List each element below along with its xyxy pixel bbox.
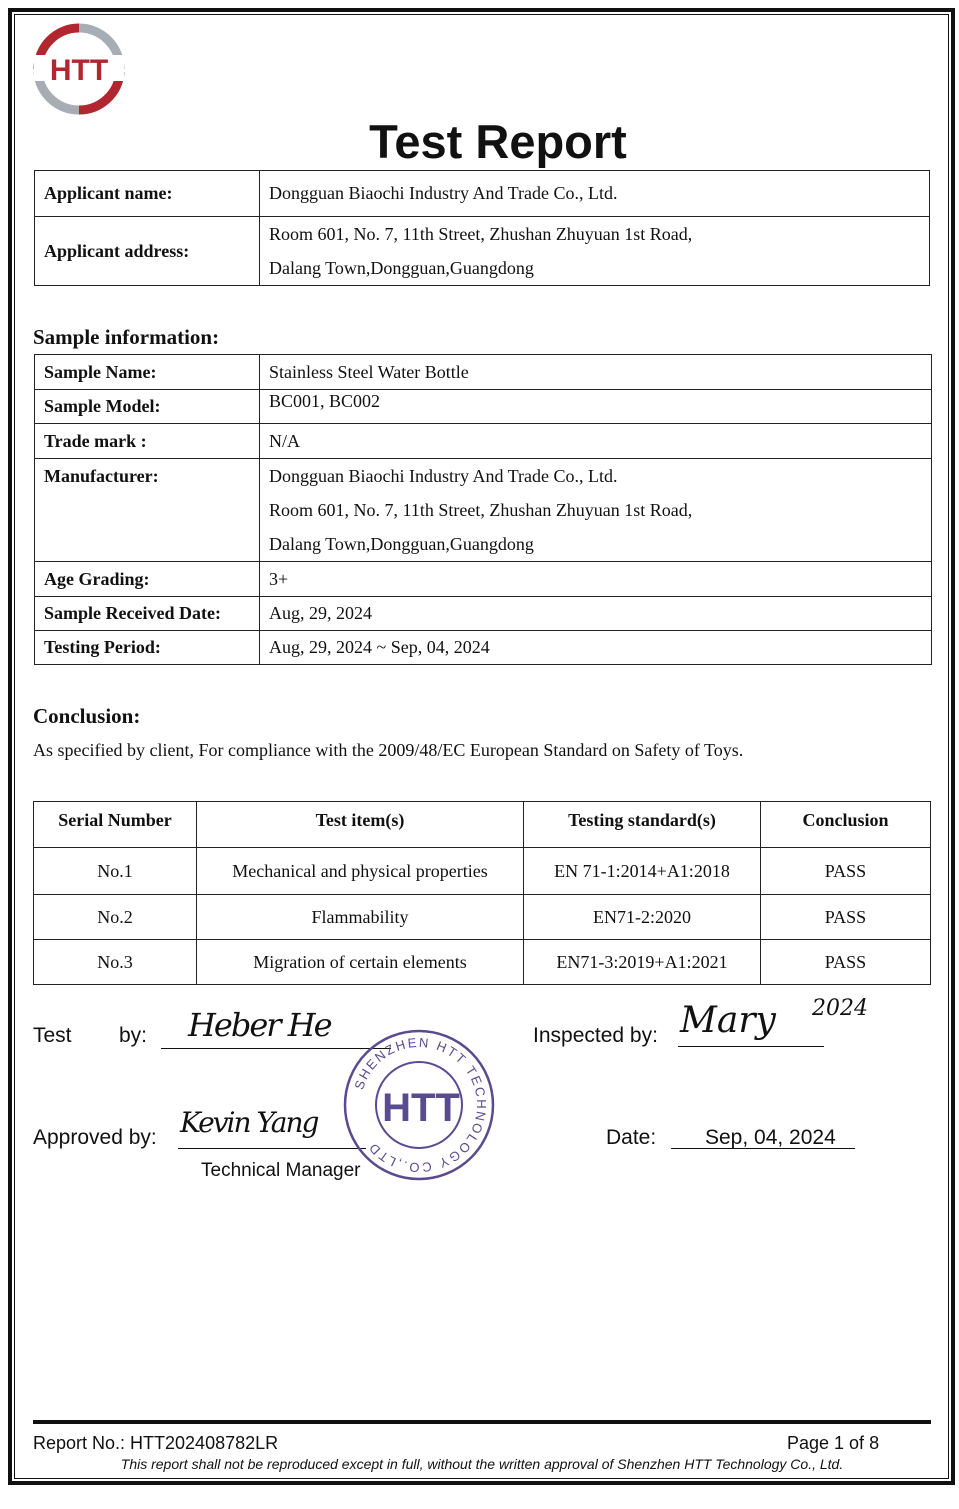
- manufacturer-address-line1: Room 601, No. 7, 11th Street, Zhushan Zhuyuan 1st Road,: [269, 500, 693, 520]
- serial: No.1: [34, 848, 197, 895]
- signed-date: Sep, 04, 2024: [705, 1126, 836, 1149]
- age-grading-label: Age Grading:: [35, 562, 260, 597]
- manufacturer-address-line2: Dalang Town,Dongguan,Guangdong: [269, 534, 534, 554]
- result: PASS: [761, 895, 931, 940]
- tester-signature: Heber He: [188, 1006, 331, 1044]
- test-item: Migration of certain elements: [197, 940, 524, 985]
- serial: No.3: [34, 940, 197, 985]
- table-row: [34, 895, 931, 940]
- standard: EN71-2:2020: [524, 895, 761, 940]
- age-grading: 3+: [260, 562, 932, 597]
- result: PASS: [761, 848, 931, 895]
- testing-period-label: Testing Period:: [35, 631, 260, 665]
- date-label: Date:: [606, 1126, 657, 1149]
- test-item: Mechanical and physical properties: [197, 848, 524, 895]
- footer-rule: [33, 1420, 931, 1424]
- page-number: Page 1 of 8: [787, 1433, 880, 1453]
- approver-signature: Kevin Yang: [180, 1106, 318, 1139]
- header-serial: Serial Number: [34, 802, 197, 848]
- svg-text:HTT: HTT: [49, 54, 109, 87]
- applicant-address-label: Applicant address:: [35, 217, 260, 286]
- applicant-table: [34, 170, 930, 286]
- applicant-address-line2: Dalang Town,Dongguan,Guangdong: [269, 258, 534, 278]
- applicant-name: Dongguan Biaochi Industry And Trade Co., Ltd.: [260, 171, 930, 217]
- htt-logo: [32, 22, 126, 116]
- result: PASS: [761, 940, 931, 985]
- header-standard: Testing standard(s): [524, 802, 761, 848]
- sample-model: BC001, BC002: [260, 390, 932, 424]
- table-row: [34, 848, 931, 895]
- serial: No.2: [34, 895, 197, 940]
- sample-table: [34, 354, 932, 665]
- report-number: Report No.: HTT202408782LR: [33, 1433, 279, 1453]
- sample-info-heading: Sample information:: [33, 325, 220, 349]
- page-title: Test Report: [369, 115, 627, 168]
- received-date: Aug, 29, 2024: [260, 597, 932, 631]
- disclaimer: This report shall not be reproduced except in full, without the written approval of Shenzhen HTT Technology Co., Ltd.: [120, 1456, 844, 1472]
- sample-name-label: Sample Name:: [35, 355, 260, 390]
- conclusion-text: As specified by client, For compliance with the 2009/48/EC European Standard on Safety of Toys.: [33, 740, 744, 760]
- approved-label: Approved by:: [33, 1126, 157, 1149]
- test-label: Test: [33, 1024, 72, 1047]
- results-table: [33, 801, 931, 985]
- manufacturer-name: Dongguan Biaochi Industry And Trade Co., Ltd.: [269, 466, 618, 486]
- header-conclusion: Conclusion: [761, 802, 931, 848]
- svg-text:SHENZHEN HTT TECHNOLOGY CO.,LT: SHENZHEN HTT TECHNOLOGY CO.,LTD: [351, 1034, 490, 1176]
- sample-name: Stainless Steel Water Bottle: [260, 355, 932, 390]
- trade-mark: N/A: [260, 424, 932, 459]
- received-date-label: Sample Received Date:: [35, 597, 260, 631]
- standard: EN 71-1:2014+A1:2018: [524, 848, 761, 895]
- approver-title: Technical Manager: [201, 1160, 361, 1181]
- svg-text:HTT: HTT: [382, 1086, 460, 1130]
- company-stamp: [342, 1028, 496, 1182]
- trade-mark-label: Trade mark :: [35, 424, 260, 459]
- header-test-item: Test item(s): [197, 802, 524, 848]
- inspector-signature: Mary: [680, 1000, 776, 1041]
- applicant-address-line1: Room 601, No. 7, 11th Street, Zhushan Zhuyuan 1st Road,: [269, 224, 693, 244]
- inspector-line: [678, 1046, 824, 1047]
- table-row: [34, 940, 931, 985]
- manufacturer-label: Manufacturer:: [35, 459, 260, 562]
- sample-model-label: Sample Model:: [35, 390, 260, 424]
- by-label: by:: [119, 1024, 148, 1047]
- test-item: Flammability: [197, 895, 524, 940]
- inspector-note: 2024: [812, 996, 868, 1021]
- standard: EN71-3:2019+A1:2021: [524, 940, 761, 985]
- date-line: [671, 1148, 855, 1149]
- approver-line: [178, 1148, 366, 1149]
- applicant-name-label: Applicant name:: [35, 171, 260, 217]
- conclusion-heading: Conclusion:: [33, 704, 141, 728]
- inspected-label: Inspected by:: [533, 1024, 658, 1047]
- testing-period: Aug, 29, 2024 ~ Sep, 04, 2024: [260, 631, 932, 665]
